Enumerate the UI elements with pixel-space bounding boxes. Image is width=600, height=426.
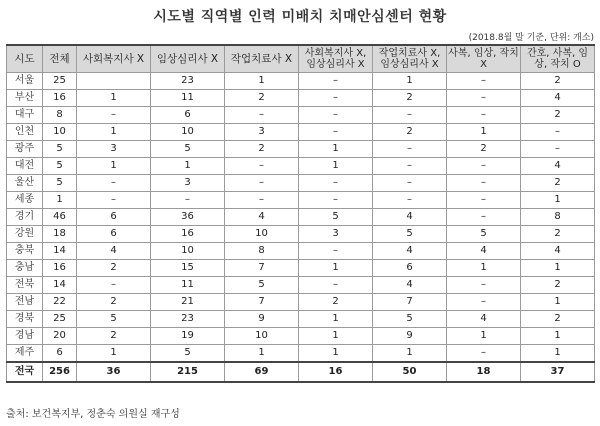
table-cell: 6 <box>77 209 151 226</box>
table-row <box>7 192 595 209</box>
table-cell: 2 <box>373 90 447 107</box>
table-cell: – <box>77 192 151 209</box>
table-cell: 1 <box>77 90 151 107</box>
table-row <box>7 311 595 328</box>
table-cell: 2 <box>77 260 151 277</box>
region-cell: 경북 <box>7 311 43 328</box>
table-cell: 7 <box>373 294 447 311</box>
table-cell: 11 <box>151 90 225 107</box>
region-cell: 경남 <box>7 328 43 345</box>
table-cell: – <box>299 192 373 209</box>
source-note: 출처: 보건복지부, 정춘숙 의원실 재구성 <box>6 409 180 420</box>
table-cell: 1 <box>521 260 595 277</box>
region-cell: 강원 <box>7 226 43 243</box>
table-cell: 2 <box>521 277 595 294</box>
table-cell: – <box>447 345 521 363</box>
table-cell: 16 <box>43 260 77 277</box>
table-cell: 1 <box>521 328 595 345</box>
table-cell: 4 <box>521 158 595 175</box>
table-cell: 4 <box>373 277 447 294</box>
table-cell: – <box>447 294 521 311</box>
region-cell: 광주 <box>7 141 43 158</box>
table-row <box>7 226 595 243</box>
table-cell: 1 <box>447 328 521 345</box>
total-cell: 256 <box>43 362 77 382</box>
table-cell: – <box>299 107 373 124</box>
table-row <box>7 260 595 277</box>
table-cell: – <box>151 192 225 209</box>
table-cell: 1 <box>77 158 151 175</box>
table-cell: 18 <box>43 226 77 243</box>
table-cell: 25 <box>43 73 77 90</box>
table-cell: – <box>373 175 447 192</box>
table-cell: 2 <box>225 90 299 107</box>
column-header-social-clinical: 사회복지사 X, 임상심리사 X <box>299 45 373 73</box>
page-title: 시도별 직역별 인력 미배치 치매안심센터 현황 <box>153 9 447 25</box>
table-cell: 5 <box>299 209 373 226</box>
table-row <box>7 345 595 363</box>
table-cell: 5 <box>43 141 77 158</box>
table-cell: 5 <box>151 141 225 158</box>
table-cell: 2 <box>299 294 373 311</box>
total-cell: 37 <box>521 362 595 382</box>
table-cell: 3 <box>225 124 299 141</box>
table-cell: 1 <box>447 260 521 277</box>
region-cell: 세종 <box>7 192 43 209</box>
region-cell: 충북 <box>7 243 43 260</box>
table-cell: – <box>373 192 447 209</box>
table-row <box>7 328 595 345</box>
table-cell: – <box>373 158 447 175</box>
table-cell: 10 <box>151 124 225 141</box>
table-cell: 10 <box>225 328 299 345</box>
total-cell: 16 <box>299 362 373 382</box>
table-cell: – <box>299 243 373 260</box>
table-cell: – <box>77 107 151 124</box>
table-cell: 14 <box>43 243 77 260</box>
table-cell: 1 <box>225 345 299 363</box>
column-header-total: 전체 <box>43 45 77 73</box>
table-cell: 3 <box>77 141 151 158</box>
table-cell: 20 <box>43 328 77 345</box>
table-cell: 9 <box>373 328 447 345</box>
table-row <box>7 107 595 124</box>
table-cell: 8 <box>225 243 299 260</box>
region-cell: 충남 <box>7 260 43 277</box>
table-cell: 10 <box>151 243 225 260</box>
table-cell: 4 <box>447 243 521 260</box>
region-cell: 서울 <box>7 73 43 90</box>
total-cell: 36 <box>77 362 151 382</box>
table-row <box>7 90 595 107</box>
table-cell: – <box>225 175 299 192</box>
table-cell: 5 <box>77 311 151 328</box>
total-row <box>7 362 595 382</box>
column-header-all-present: 간호, 사복, 임상, 작치 O <box>521 45 595 73</box>
table-cell: 1 <box>373 73 447 90</box>
region-cell: 전북 <box>7 277 43 294</box>
column-header-region: 시도 <box>7 45 43 73</box>
table-cell: 4 <box>447 311 521 328</box>
staffing-table <box>6 44 595 383</box>
table-cell: – <box>225 107 299 124</box>
region-cell: 대구 <box>7 107 43 124</box>
table-cell: 2 <box>521 73 595 90</box>
table-cell: – <box>299 277 373 294</box>
table-cell: 1 <box>225 73 299 90</box>
table-cell: 2 <box>77 294 151 311</box>
table-cell: 1 <box>43 192 77 209</box>
total-cell-region: 전국 <box>7 362 43 382</box>
table-row <box>7 141 595 158</box>
table-row <box>7 294 595 311</box>
table-cell: 1 <box>299 311 373 328</box>
table-cell: – <box>447 277 521 294</box>
table-row <box>7 158 595 175</box>
table-cell: 1 <box>77 124 151 141</box>
table-cell: 1 <box>299 345 373 363</box>
table-cell: 4 <box>225 209 299 226</box>
total-cell: 215 <box>151 362 225 382</box>
table-cell: – <box>299 90 373 107</box>
table-cell: 23 <box>151 311 225 328</box>
table-cell: 2 <box>77 328 151 345</box>
table-cell: 1 <box>521 192 595 209</box>
table-row <box>7 124 595 141</box>
table-row <box>7 73 595 90</box>
table-cell: 46 <box>43 209 77 226</box>
table-cell: 21 <box>151 294 225 311</box>
table-cell: – <box>521 141 595 158</box>
table-cell: 6 <box>373 260 447 277</box>
table-cell: – <box>447 175 521 192</box>
table-cell: 2 <box>447 141 521 158</box>
table-cell: – <box>373 107 447 124</box>
table-cell: 25 <box>43 311 77 328</box>
table-cell: 11 <box>151 277 225 294</box>
table-cell: 4 <box>77 243 151 260</box>
table-cell: – <box>299 73 373 90</box>
table-cell: 2 <box>225 141 299 158</box>
column-header-clinical-psychologist: 임상심리사 X <box>151 45 225 73</box>
table-cell: – <box>447 192 521 209</box>
column-header-occupational-therapist: 작업치료사 X <box>225 45 299 73</box>
table-cell: 2 <box>521 311 595 328</box>
table-cell: 7 <box>225 294 299 311</box>
table-cell <box>77 73 151 90</box>
table-cell: – <box>447 107 521 124</box>
table-cell: 3 <box>151 175 225 192</box>
table-cell: – <box>447 90 521 107</box>
region-cell: 인천 <box>7 124 43 141</box>
table-cell: 1 <box>299 328 373 345</box>
table-cell: 4 <box>521 243 595 260</box>
table-cell: 1 <box>77 345 151 363</box>
table-cell: 14 <box>43 277 77 294</box>
table-cell: 5 <box>225 277 299 294</box>
table-cell: 6 <box>43 345 77 363</box>
table-cell: 5 <box>373 226 447 243</box>
table-cell: 9 <box>225 311 299 328</box>
table-cell: 1 <box>299 260 373 277</box>
region-cell: 대전 <box>7 158 43 175</box>
table-cell: – <box>373 141 447 158</box>
column-header-three-missing: 사복, 임상, 작치 X <box>447 45 521 73</box>
table-cell: 23 <box>151 73 225 90</box>
table-cell: – <box>77 277 151 294</box>
table-cell: 5 <box>43 175 77 192</box>
total-cell: 50 <box>373 362 447 382</box>
table-cell: – <box>447 73 521 90</box>
table-cell: 4 <box>521 90 595 107</box>
region-cell: 울산 <box>7 175 43 192</box>
table-row <box>7 277 595 294</box>
table-cell: 5 <box>43 158 77 175</box>
table-cell: 22 <box>43 294 77 311</box>
table-cell: 15 <box>151 260 225 277</box>
table-cell: 4 <box>373 209 447 226</box>
table-cell: 19 <box>151 328 225 345</box>
table-cell: 36 <box>151 209 225 226</box>
table-cell: 3 <box>299 226 373 243</box>
table-cell: 1 <box>521 345 595 363</box>
table-cell: 2 <box>521 226 595 243</box>
unit-note: (2018.8월 말 기준, 단위: 개소) <box>468 33 594 43</box>
table-cell: 8 <box>521 209 595 226</box>
table-cell: 7 <box>225 260 299 277</box>
region-cell: 부산 <box>7 90 43 107</box>
table-cell: 2 <box>373 124 447 141</box>
table-cell: – <box>299 175 373 192</box>
region-cell: 제주 <box>7 345 43 363</box>
total-cell: 18 <box>447 362 521 382</box>
table-cell: 2 <box>521 107 595 124</box>
region-cell: 경기 <box>7 209 43 226</box>
total-cell: 69 <box>225 362 299 382</box>
table-cell: 16 <box>43 90 77 107</box>
table-cell: 1 <box>299 141 373 158</box>
table-row <box>7 243 595 260</box>
table-cell: 5 <box>151 345 225 363</box>
table-cell: 6 <box>151 107 225 124</box>
table-row <box>7 209 595 226</box>
table-cell: – <box>77 175 151 192</box>
table-cell: – <box>447 209 521 226</box>
table-cell: – <box>521 124 595 141</box>
table-cell: – <box>299 124 373 141</box>
region-cell: 전남 <box>7 294 43 311</box>
table-cell: – <box>225 158 299 175</box>
column-header-social-worker: 사회복지사 X <box>77 45 151 73</box>
table-cell: 5 <box>447 226 521 243</box>
table-cell: 1 <box>299 158 373 175</box>
table-cell: 6 <box>77 226 151 243</box>
table-cell: 4 <box>373 243 447 260</box>
table-cell: 5 <box>373 311 447 328</box>
table-cell: 1 <box>447 124 521 141</box>
table-cell: 1 <box>373 345 447 363</box>
table-cell: – <box>447 158 521 175</box>
column-header-occupational-clinical: 작업치료사 X, 임상심리사 X <box>373 45 447 73</box>
table-cell: 8 <box>43 107 77 124</box>
table-row <box>7 175 595 192</box>
table-cell: 2 <box>521 175 595 192</box>
table-cell: 16 <box>151 226 225 243</box>
table-cell: 1 <box>521 294 595 311</box>
header-row <box>7 45 595 73</box>
table-cell: 10 <box>43 124 77 141</box>
table-cell: – <box>225 192 299 209</box>
table-cell: 1 <box>151 158 225 175</box>
table-cell: 10 <box>225 226 299 243</box>
